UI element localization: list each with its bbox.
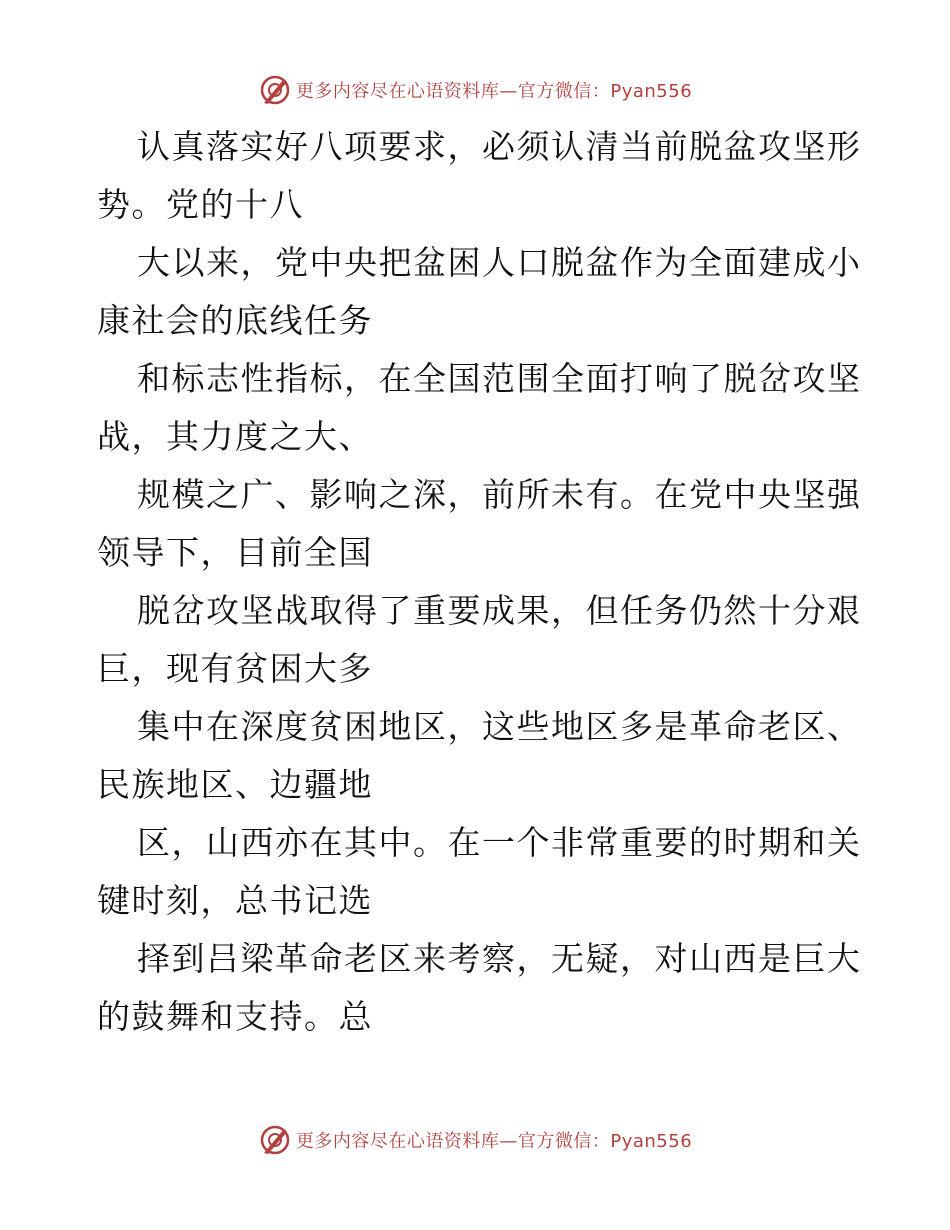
paragraph [97,466,862,582]
paragraph-line: 势。党的十八 [97,185,304,224]
paragraph-line: 择到吕梁革命老区来考察，无疑，对山西是巨大 [137,939,862,978]
paragraph-line: 认真落实好八项要求，必须认清当前脱盆攻坚形 [137,127,862,166]
paragraph-line: 规模之广、影响之深，前所未有。在党中央坚强 [137,475,862,514]
paragraph [97,698,862,814]
paragraph [97,234,862,350]
paragraph-line: 康社会的底线任务 [97,301,373,340]
paragraph [97,582,862,698]
paragraph-line: 民族地区、边疆地 [97,765,373,804]
header-watermark [0,70,950,110]
document-body [97,118,862,1046]
paragraph [97,350,862,466]
watermark-text: 更多内容尽在心语资料库—官方微信：Pyan556 [295,1131,693,1152]
paragraph-line: 大以来，党中央把盆困人口脱盆作为全面建成小 [137,243,862,282]
paragraph-line: 键时刻，总书记选 [97,881,373,920]
footer-watermark [0,1120,950,1160]
quill-logo-icon [258,1123,292,1157]
paragraph-line: 战，其力度之大、 [97,417,373,456]
watermark-text: 更多内容尽在心语资料库—官方微信：Pyan556 [295,81,693,102]
quill-logo-icon [258,73,292,107]
paragraph [97,930,862,1046]
paragraph-line: 的鼓舞和支持。总 [97,997,373,1036]
paragraph-line: 巨，现有贫困大多 [97,649,373,688]
paragraph [97,118,862,234]
paragraph-line: 区，山西亦在其中。在一个非常重要的时期和关 [137,823,862,862]
paragraph [97,814,862,930]
paragraph-line: 集中在深度贫困地区，这些地区多是革命老区、 [137,707,862,746]
paragraph-line: 脱岔攻坚战取得了重要成果，但任务仍然十分艰 [137,591,862,630]
paragraph-line: 和标志性指标，在全国范围全面打响了脱岔攻坚 [137,359,862,398]
paragraph-line: 领导下，目前全国 [97,533,373,572]
